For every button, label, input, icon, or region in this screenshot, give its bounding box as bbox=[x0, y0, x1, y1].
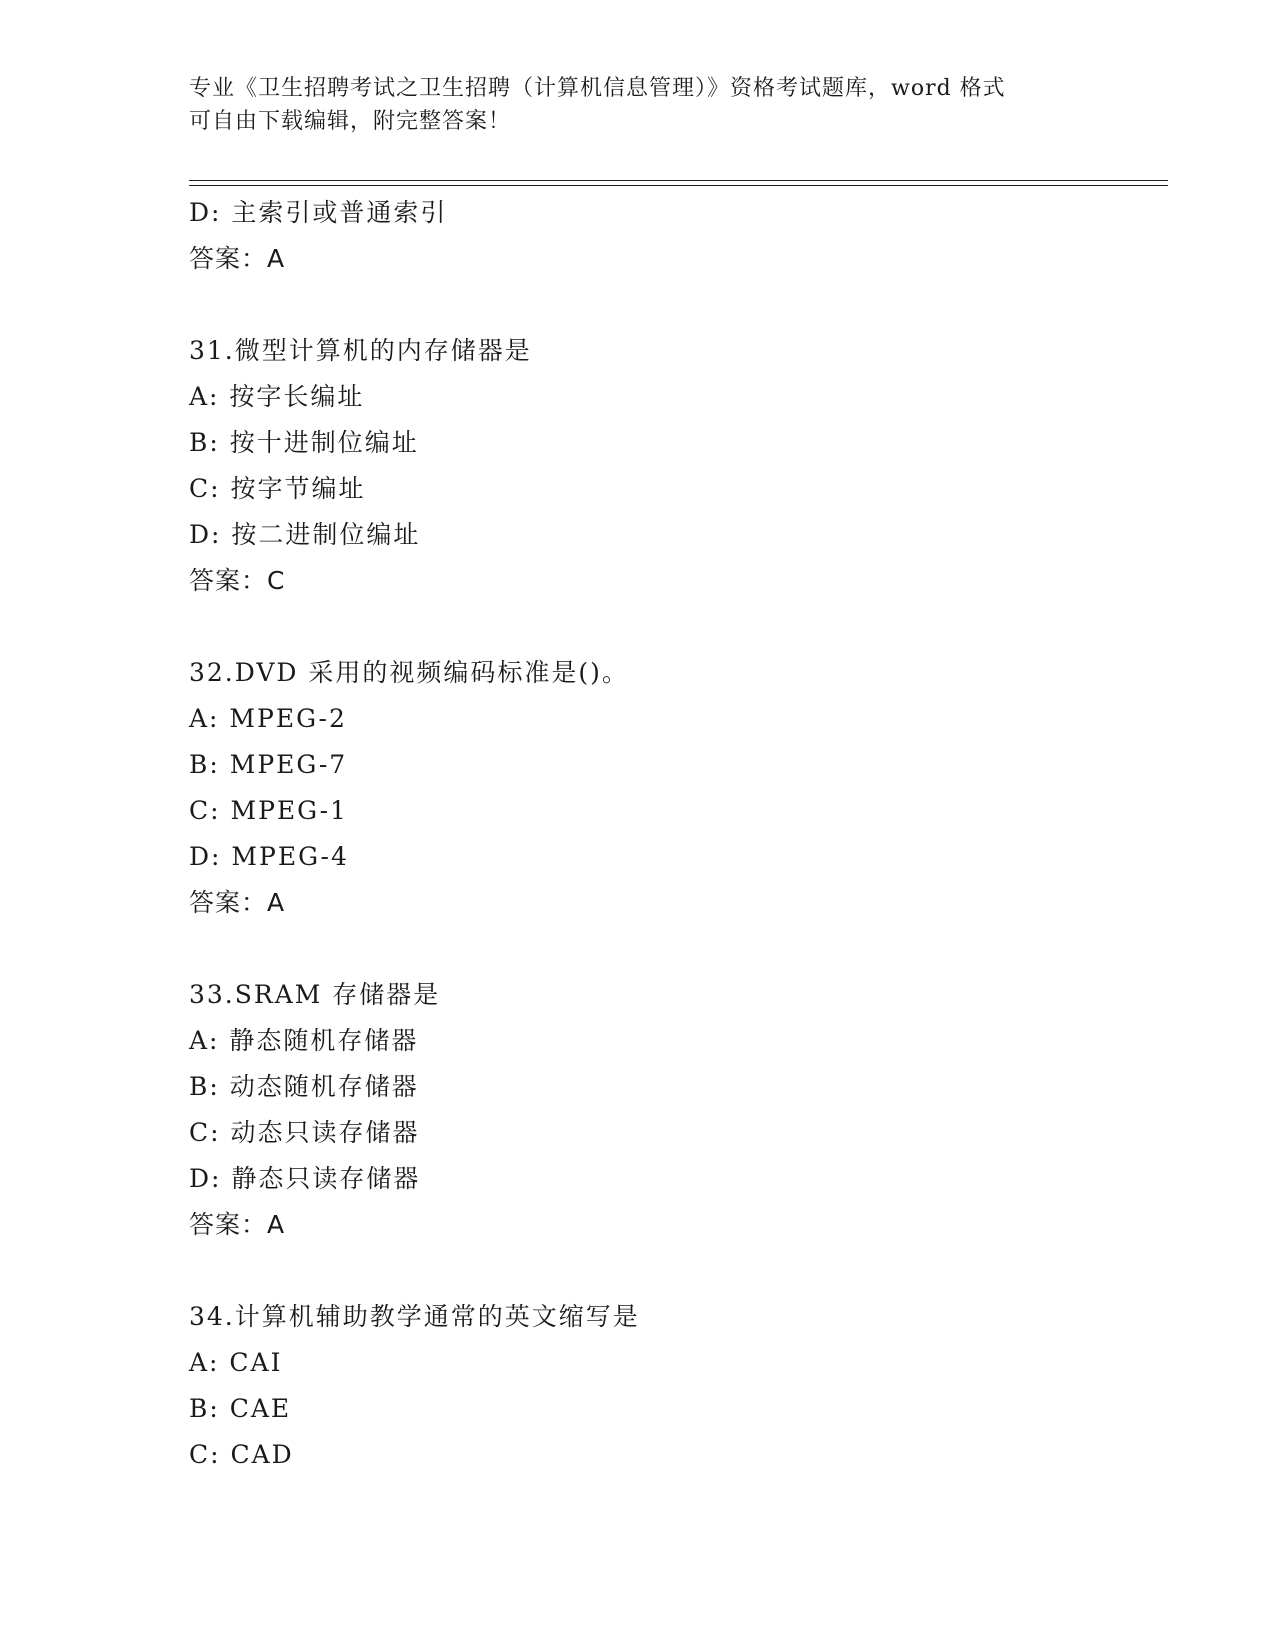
question-block bbox=[189, 1294, 1139, 1478]
option-c: C: CAD bbox=[189, 1440, 294, 1469]
answer-line: 答案：A bbox=[189, 888, 286, 917]
option-d: D: MPEG-4 bbox=[189, 842, 349, 871]
question-list bbox=[189, 190, 1139, 1478]
option-d: D: 静态只读存储器 bbox=[189, 1164, 421, 1193]
option-c: C: 动态只读存储器 bbox=[189, 1118, 420, 1147]
answer-line: 答案：A bbox=[189, 1210, 286, 1239]
option-c: C: MPEG-1 bbox=[189, 796, 348, 825]
option-d: D: 按二进制位编址 bbox=[189, 520, 421, 549]
option-c: C: 按字节编址 bbox=[189, 474, 366, 503]
option-b: B: MPEG-7 bbox=[189, 750, 348, 779]
header-divider bbox=[189, 180, 1168, 186]
question-text: 32.DVD 采用的视频编码标准是()。 bbox=[189, 658, 629, 687]
question-block bbox=[189, 650, 1139, 926]
option-a: A: MPEG-2 bbox=[189, 704, 347, 733]
answer-line: 答案：C bbox=[189, 566, 286, 595]
page-header bbox=[189, 72, 1089, 138]
option-b: B: 按十进制位编址 bbox=[189, 428, 419, 457]
question-text: 31.微型计算机的内存储器是 bbox=[189, 336, 532, 365]
header-line-2: 可自由下载编辑，附完整答案！ bbox=[189, 109, 512, 134]
question-block bbox=[189, 328, 1139, 604]
header-line-1: 专业《卫生招聘考试之卫生招聘（计算机信息管理）》资格考试题库，word 格式 bbox=[189, 76, 1006, 101]
option-b: B: CAE bbox=[189, 1394, 292, 1423]
question-text: 34.计算机辅助教学通常的英文缩写是 bbox=[189, 1302, 640, 1331]
option-a: A: CAI bbox=[189, 1348, 283, 1377]
option-a: A: 静态随机存储器 bbox=[189, 1026, 419, 1055]
question-block bbox=[189, 972, 1139, 1248]
answer-line: 答案：A bbox=[189, 244, 286, 273]
option-a: A: 按字长编址 bbox=[189, 382, 365, 411]
option-b: B: 动态随机存储器 bbox=[189, 1072, 419, 1101]
question-text: 33.SRAM 存储器是 bbox=[189, 980, 441, 1009]
question-block bbox=[189, 190, 1139, 282]
option-d: D: 主索引或普通索引 bbox=[189, 198, 448, 227]
